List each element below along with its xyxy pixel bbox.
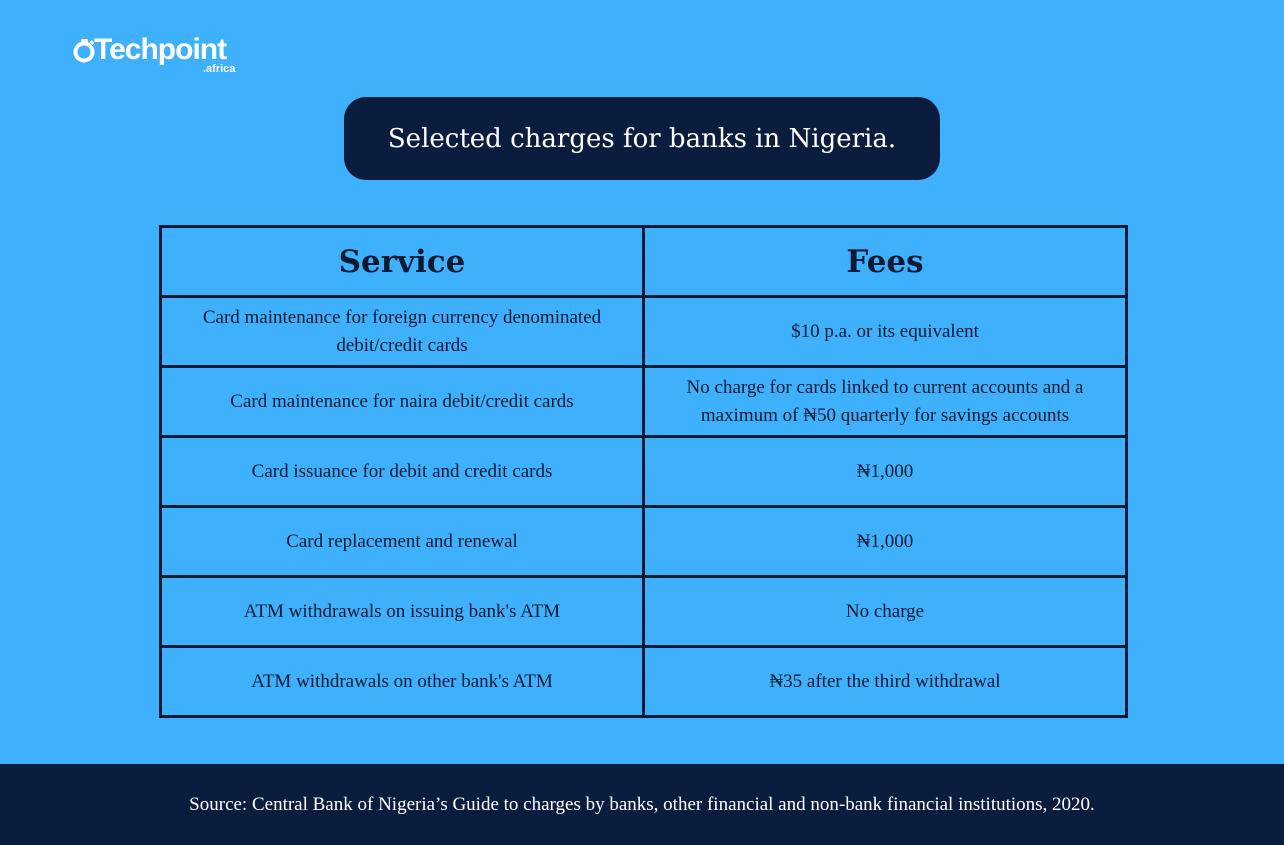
service-cell: Card issuance for debit and credit cards [161,437,644,507]
table-row [161,577,1127,647]
service-cell: ATM withdrawals on other bank's ATM [161,647,644,717]
service-cell: ATM withdrawals on issuing bank's ATM [161,577,644,647]
fee-cell: $10 p.a. or its equivalent [644,297,1127,367]
title-banner [344,97,940,180]
table-row [161,437,1127,507]
column-header-fees: Fees [644,227,1127,297]
table-row [161,297,1127,367]
page-title: Selected charges for banks in Nigeria. [387,123,897,154]
fee-cell: No charge for cards linked to current accounts and a maximum of ₦50 quarterly for savings accounts [644,367,1127,437]
source-note: Source: Central Bank of Nigeria’s Guide to charges by banks, other financial and non-bank financial institutions, 2020. [189,793,1095,815]
table-row [161,647,1127,717]
fee-cell: ₦35 after the third withdrawal [644,647,1127,717]
table-row [161,367,1127,437]
service-cell: Card maintenance for naira debit/credit cards [161,367,644,437]
techpoint-logo [72,32,252,76]
logo-suffix: .africa [203,63,236,75]
fee-cell: ₦1,000 [644,507,1127,577]
source-footer [0,764,1284,845]
fee-cell: No charge [644,577,1127,647]
charges-table [159,225,1128,718]
table-row [161,507,1127,577]
column-header-service: Service [161,227,644,297]
service-cell: Card replacement and renewal [161,507,644,577]
logo-wordmark: Techpoint [94,33,227,66]
service-cell: Card maintenance for foreign currency denominated debit/credit cards [161,297,644,367]
fee-cell: ₦1,000 [644,437,1127,507]
table-header-row [161,227,1127,297]
